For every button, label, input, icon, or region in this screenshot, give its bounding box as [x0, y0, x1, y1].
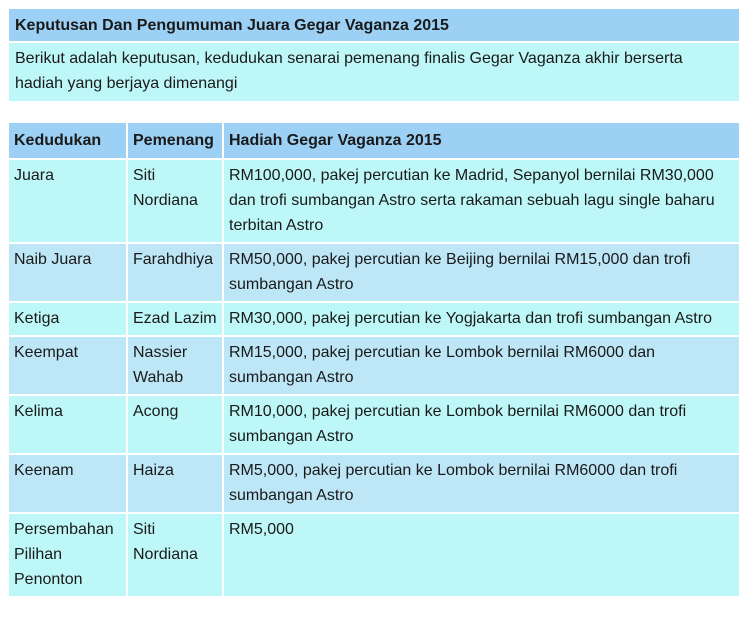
cell-prize: RM30,000, pakej percutian ke Yogjakarta dan trofi sumbangan Astro: [223, 302, 739, 336]
table-row: [9, 513, 739, 597]
cell-winner: Siti Nordiana: [127, 513, 223, 597]
cell-prize: RM5,000: [223, 513, 739, 597]
results-table: [9, 123, 739, 598]
cell-position: Kelima: [9, 395, 127, 454]
cell-position: Naib Juara: [9, 243, 127, 302]
announcement-title: Keputusan Dan Pengumuman Juara Gegar Vaganza 2015: [9, 9, 739, 43]
announcement-body: Berikut adalah keputusan, kedudukan senarai pemenang finalis Gegar Vaganza akhir berserta hadiah yang berjaya dimenangi: [9, 43, 739, 101]
cell-winner: Haiza: [127, 454, 223, 513]
table-row: [9, 302, 739, 336]
announcement-box: [9, 9, 739, 101]
table-header-row: [9, 123, 739, 159]
cell-position: Juara: [9, 159, 127, 243]
cell-winner: Siti Nordiana: [127, 159, 223, 243]
table-row: [9, 159, 739, 243]
cell-prize: RM10,000, pakej percutian ke Lombok bernilai RM6000 dan trofi sumbangan Astro: [223, 395, 739, 454]
cell-winner: Farahdhiya: [127, 243, 223, 302]
cell-prize: RM100,000, pakej percutian ke Madrid, Sepanyol bernilai RM30,000 dan trofi sumbangan Astro serta rakaman sebuah lagu single baharu terbitan Astro: [223, 159, 739, 243]
cell-winner: Acong: [127, 395, 223, 454]
cell-winner: Nassier Wahab: [127, 336, 223, 395]
cell-position: Keenam: [9, 454, 127, 513]
cell-winner: Ezad Lazim: [127, 302, 223, 336]
header-position: Kedudukan: [9, 123, 127, 159]
cell-position: Ketiga: [9, 302, 127, 336]
header-winner: Pemenang: [127, 123, 223, 159]
table-row: [9, 243, 739, 302]
cell-prize: RM5,000, pakej percutian ke Lombok bernilai RM6000 dan trofi sumbangan Astro: [223, 454, 739, 513]
table-row: [9, 395, 739, 454]
cell-prize: RM15,000, pakej percutian ke Lombok bernilai RM6000 dan sumbangan Astro: [223, 336, 739, 395]
header-prize: Hadiah Gegar Vaganza 2015: [223, 123, 739, 159]
table-row: [9, 336, 739, 395]
cell-position: Keempat: [9, 336, 127, 395]
cell-prize: RM50,000, pakej percutian ke Beijing bernilai RM15,000 dan trofi sumbangan Astro: [223, 243, 739, 302]
cell-position: Persembahan Pilihan Penonton: [9, 513, 127, 597]
table-row: [9, 454, 739, 513]
